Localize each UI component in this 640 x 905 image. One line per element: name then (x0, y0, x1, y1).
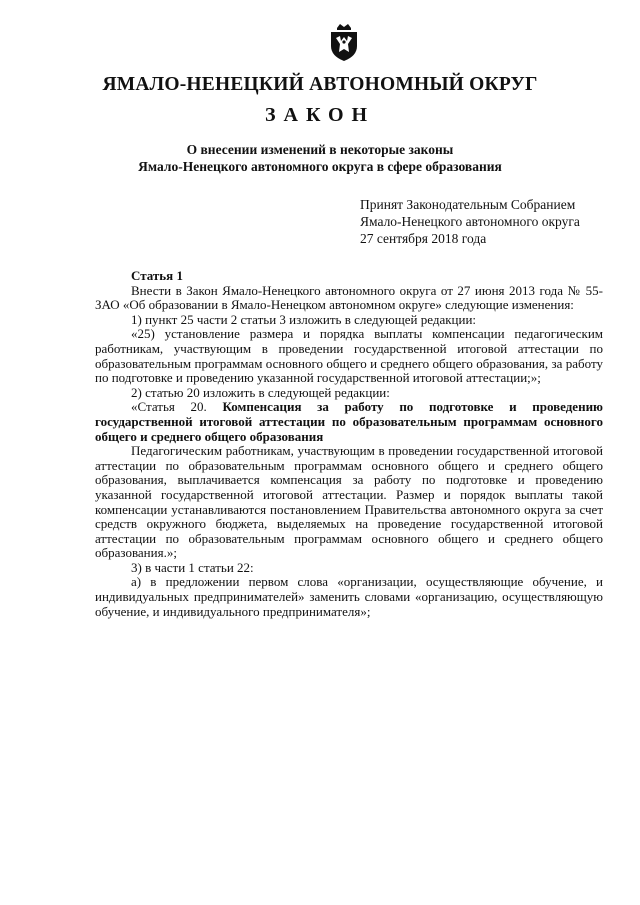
law-body (95, 269, 603, 619)
document-type: ЗАКОН (264, 104, 376, 126)
article-20-label: «Статья 20. (131, 399, 223, 415)
adoption-line: Ямало-Ненецкого автономного округа (360, 214, 580, 229)
adoption-note (360, 196, 620, 247)
list-item: 2) статью 20 изложить в следующей редакции: (131, 384, 390, 400)
article-20-title: Компенсация за работу по подготовке и проведению государственной итоговой аттестации по образовательным программам основного общего и среднего общего образования (95, 399, 603, 444)
adoption-date: 27 сентября 2018 года (360, 231, 487, 246)
region-name: ЯМАЛО-НЕНЕЦКИЙ АВТОНОМНЫЙ ОКРУГ (102, 74, 538, 95)
paragraph: «25) установление размера и порядка выплаты компенсации педагогическим работникам, участвующим в проведении государственной итоговой аттестации по образовательным программам основного общего и среднего общего образования, за работу по подготовке и проведению указанной государственной итоговой аттестации;»; (95, 326, 603, 386)
article-heading: Статья 1 (131, 268, 183, 283)
list-item: 3) в части 1 статьи 22: (131, 559, 254, 575)
law-title-line: О внесении изменений в некоторые законы (186, 142, 454, 157)
list-item: 1) пункт 25 части 2 статьи 3 изложить в следующей редакции: (131, 311, 477, 327)
paragraph: Педагогическим работникам, участвующим в проведении государственной итоговой аттестации по образовательным программам основного общего и среднего общего образования, выплачивается компенсация за работу по подготовке и проведению указанной государственной итоговой аттестации. Размер и порядок выплаты такой компенсации устанавливаются постановлением Правительства автономного округа за счет средств окружного бюджета, выделяемых на проведение государственной итоговой аттестации по образовательным программам основного общего и среднего общего образования.»; (95, 443, 603, 561)
law-title-line: Ямало-Ненецкого автономного округа в сфере образования (138, 159, 502, 174)
paragraph: Внести в Закон Ямало-Ненецкого автономного округа от 27 июня 2013 года № 55-ЗАО «Об образовании в Ямало-Ненецком автономном округе» следующие изменения: (95, 282, 603, 313)
adoption-line: Принят Законодательным Собранием (360, 197, 576, 212)
paragraph: а) в предложении первом слова «организации, осуществляющие обучение, и индивидуальных предпринимателей» заменить словами «организацию, осуществляющую обучение, и индивидуального предпринимателя»; (95, 574, 603, 619)
coat-of-arms-icon (329, 22, 359, 62)
article-20-heading (95, 400, 603, 444)
law-title (0, 141, 640, 175)
